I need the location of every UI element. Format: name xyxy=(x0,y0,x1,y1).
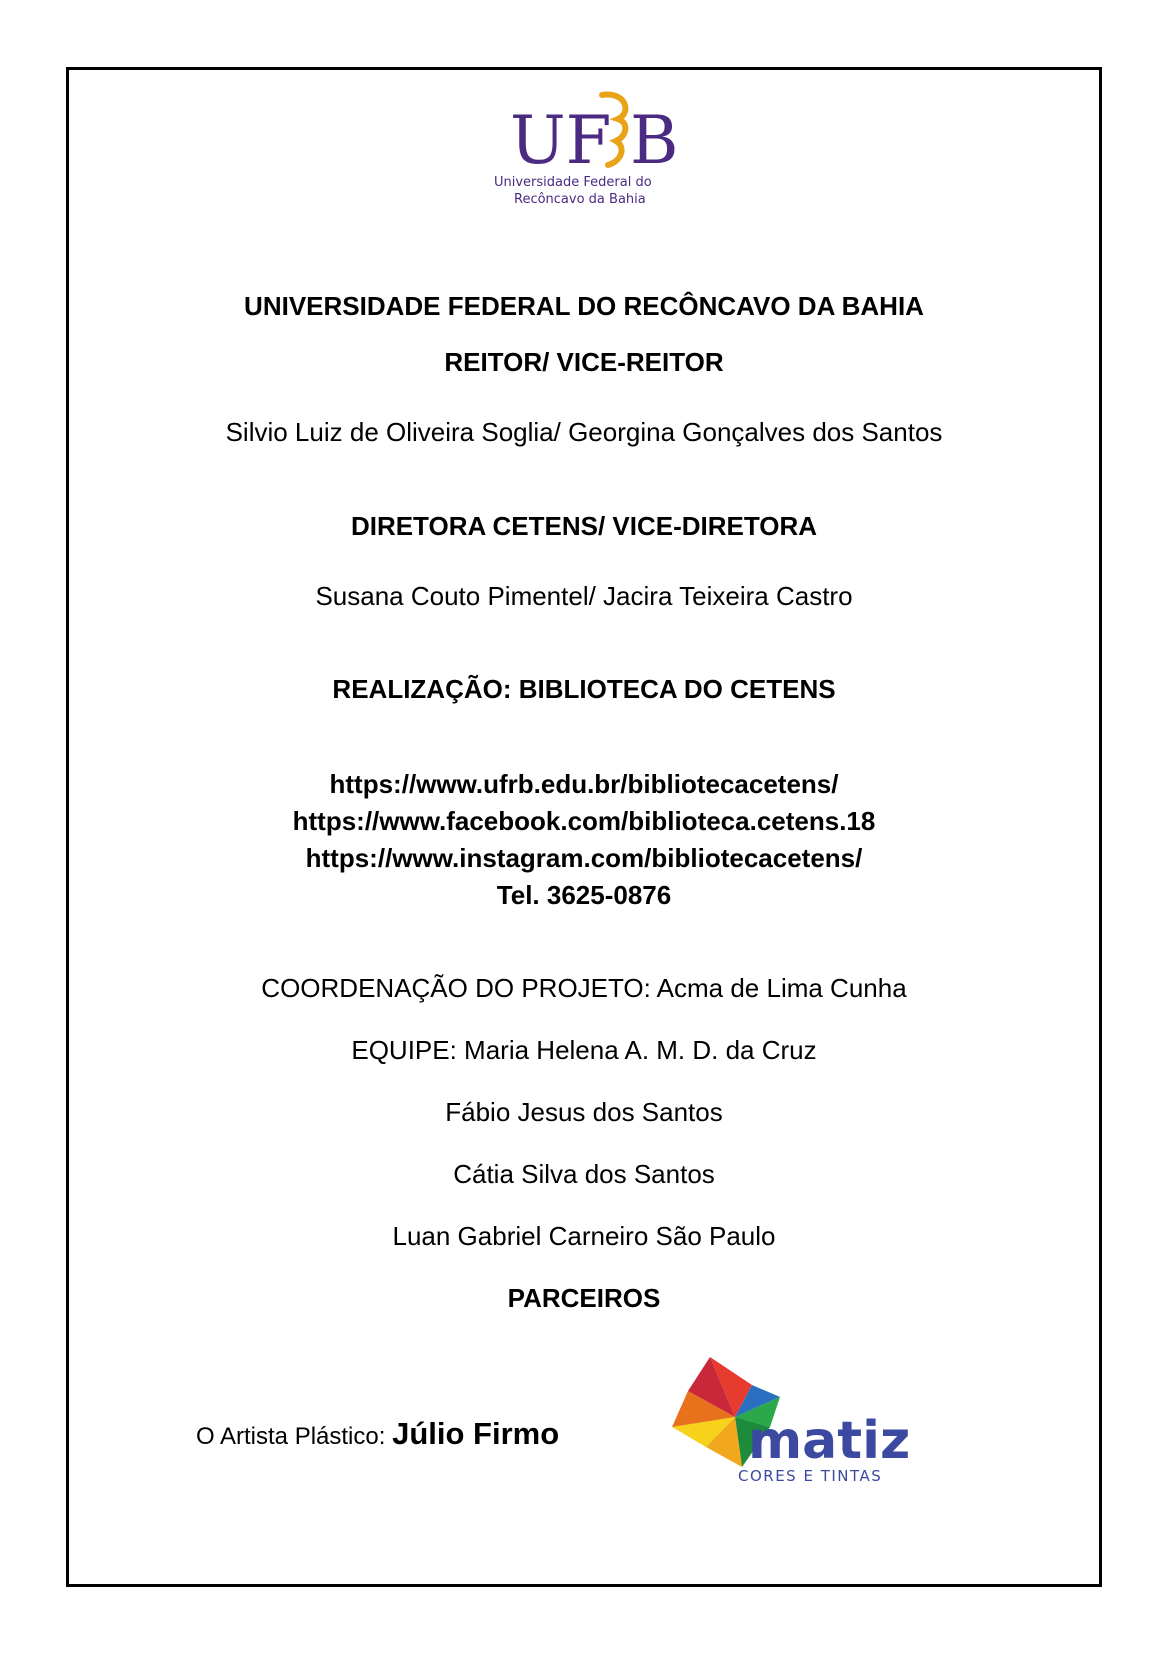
website-link[interactable]: https://www.ufrb.edu.br/bibliotecacetens/ xyxy=(329,769,839,799)
realization-heading: REALIZAÇÃO: BIBLIOTECA DO CETENS xyxy=(332,674,836,704)
ufrb-logo-mark-uf: UF xyxy=(510,102,612,179)
phone-number: Tel. 3625-0876 xyxy=(496,880,672,910)
partners-heading: PARCEIROS xyxy=(507,1283,661,1313)
matiz-brand-name: matiz xyxy=(748,1411,911,1471)
matiz-logo xyxy=(670,1355,910,1485)
ufrb-logo xyxy=(494,85,708,207)
instagram-link[interactable]: https://www.instagram.com/bibliotecacetens/ xyxy=(305,843,863,873)
director-heading: DIRETORA CETENS/ VICE-DIRETORA xyxy=(350,511,818,541)
contact-links xyxy=(66,766,1102,914)
ufrb-logo-graphic xyxy=(494,85,708,207)
artist-name: Júlio Firmo xyxy=(392,1416,560,1451)
facebook-link[interactable]: https://www.facebook.com/biblioteca.cetens.18 xyxy=(292,806,876,836)
ufrb-logo-line2: Recôncavo da Bahia xyxy=(514,192,646,207)
ufrb-logo-mark-b: B xyxy=(630,102,679,179)
team-member: Fábio Jesus dos Santos xyxy=(445,1097,723,1127)
ufrb-logo-line1: Universidade Federal do xyxy=(494,175,652,190)
artist-credit xyxy=(196,1418,559,1453)
team-first-member: EQUIPE: Maria Helena A. M. D. da Cruz xyxy=(351,1035,817,1065)
team-member: Luan Gabriel Carneiro São Paulo xyxy=(392,1221,776,1251)
rector-heading: REITOR/ VICE-REITOR xyxy=(444,347,724,377)
team-member: Cátia Silva dos Santos xyxy=(453,1159,715,1189)
university-title: UNIVERSIDADE FEDERAL DO RECÔNCAVO DA BAHIA xyxy=(244,291,924,321)
project-coordination: COORDENAÇÃO DO PROJETO: Acma de Lima Cunha xyxy=(261,973,907,1003)
artist-label: O Artista Plástico: xyxy=(196,1423,393,1450)
matiz-tagline: CORES E TINTAS xyxy=(738,1467,883,1485)
matiz-logo-graphic xyxy=(670,1355,910,1485)
rector-names: Silvio Luiz de Oliveira Soglia/ Georgina Gonçalves dos Santos xyxy=(225,417,943,447)
director-names: Susana Couto Pimentel/ Jacira Teixeira Castro xyxy=(315,581,853,611)
